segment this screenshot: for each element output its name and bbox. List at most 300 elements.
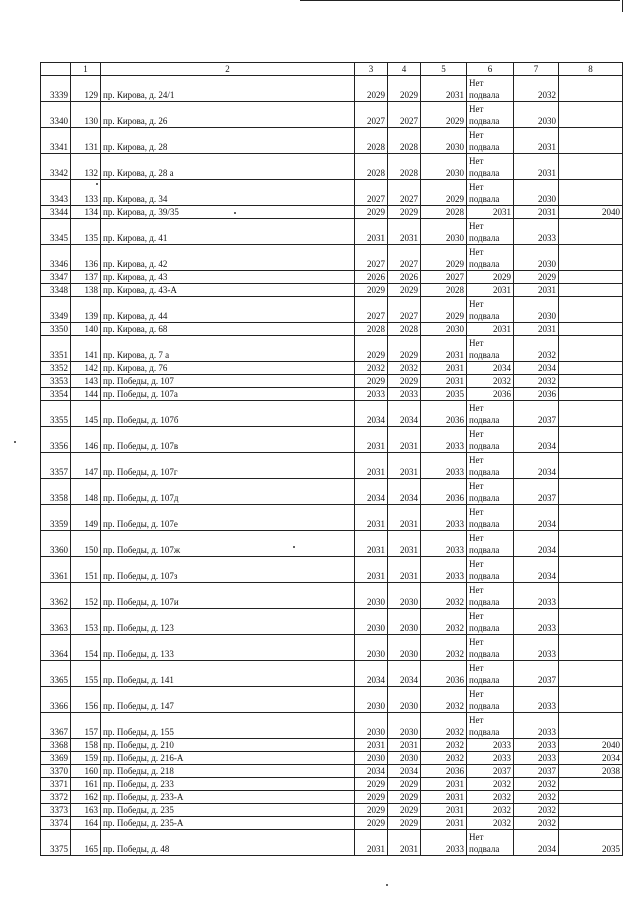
- table-cell: 2033: [388, 388, 421, 401]
- table-cell: 2033: [355, 388, 388, 401]
- table-cell: пр. Победы, д. 155: [101, 713, 355, 739]
- table-cell: пр. Победы, д. 107ж: [101, 531, 355, 557]
- table-row: [41, 609, 623, 635]
- table-cell: Нет подвала: [467, 505, 514, 531]
- table-cell: 2029: [355, 206, 388, 219]
- table-cell: 2030: [421, 219, 467, 245]
- table-cell: 2031: [421, 76, 467, 102]
- table-cell: 2030: [421, 128, 467, 154]
- table-cell: 2036: [467, 388, 514, 401]
- table-cell: [559, 102, 623, 128]
- table-cell: Нет подвала: [467, 453, 514, 479]
- table-cell: 136: [71, 245, 101, 271]
- table-cell: 2031: [514, 206, 559, 219]
- table-cell: [559, 804, 623, 817]
- table-cell: 2033: [514, 219, 559, 245]
- table-cell: 3353: [41, 375, 71, 388]
- table-cell: Нет подвала: [467, 687, 514, 713]
- table-cell: 2031: [355, 739, 388, 752]
- table-cell: пр. Победы, д. 107д: [101, 479, 355, 505]
- table-cell: пр. Победы, д. 235-А: [101, 817, 355, 830]
- table-row: [41, 635, 623, 661]
- table-cell: [559, 713, 623, 739]
- table-row: [41, 791, 623, 804]
- table-cell: пр. Кирова, д. 68: [101, 323, 355, 336]
- table-cell: [559, 128, 623, 154]
- table-cell: 142: [71, 362, 101, 375]
- table-cell: [559, 284, 623, 297]
- table-cell: 133: [71, 180, 101, 206]
- table-cell: 3343: [41, 180, 71, 206]
- table-cell: 3350: [41, 323, 71, 336]
- table-cell: 2029: [355, 375, 388, 388]
- table-cell: 2029: [355, 284, 388, 297]
- table-cell: 2033: [514, 635, 559, 661]
- table-cell: 134: [71, 206, 101, 219]
- table-cell: 2030: [388, 687, 421, 713]
- table-cell: 2033: [467, 739, 514, 752]
- table-cell: 2031: [388, 739, 421, 752]
- table-row: [41, 323, 623, 336]
- table-cell: Нет подвала: [467, 128, 514, 154]
- table-row: [41, 401, 623, 427]
- table-cell: Нет подвала: [467, 219, 514, 245]
- table-cell: 2031: [355, 427, 388, 453]
- table-cell: 3367: [41, 713, 71, 739]
- table-cell: 3370: [41, 765, 71, 778]
- table-cell: пр. Победы, д. 48: [101, 830, 355, 856]
- table-cell: 2031: [388, 531, 421, 557]
- table-cell: [559, 687, 623, 713]
- table-cell: 2032: [514, 336, 559, 362]
- table-cell: [559, 388, 623, 401]
- table-cell: 2028: [388, 128, 421, 154]
- table-row: [41, 687, 623, 713]
- header-cell: 7: [514, 63, 559, 76]
- table-cell: 3363: [41, 609, 71, 635]
- table-cell: [559, 401, 623, 427]
- table-cell: 154: [71, 635, 101, 661]
- table-cell: пр. Кирова, д. 26: [101, 102, 355, 128]
- table-cell: 2029: [355, 778, 388, 791]
- table-cell: 2029: [467, 271, 514, 284]
- table-cell: 2030: [388, 609, 421, 635]
- table-cell: 2030: [514, 102, 559, 128]
- table-cell: пр. Кирова, д. 39/35: [101, 206, 355, 219]
- table-cell: 2030: [388, 583, 421, 609]
- table-cell: 2032: [421, 752, 467, 765]
- table-cell: 2029: [388, 804, 421, 817]
- table-cell: 2034: [467, 362, 514, 375]
- table-cell: 2029: [388, 76, 421, 102]
- table-cell: 2032: [421, 687, 467, 713]
- header-row: [41, 63, 623, 76]
- table-cell: 165: [71, 830, 101, 856]
- table-cell: 3365: [41, 661, 71, 687]
- table-cell: 2034: [514, 453, 559, 479]
- table-cell: пр. Победы, д. 107и: [101, 583, 355, 609]
- table-cell: 3356: [41, 427, 71, 453]
- table-row: [41, 765, 623, 778]
- table-cell: [559, 427, 623, 453]
- table-cell: 2031: [355, 505, 388, 531]
- table-cell: 3347: [41, 271, 71, 284]
- table-cell: 2029: [514, 271, 559, 284]
- table-cell: 2030: [421, 154, 467, 180]
- table-cell: 2034: [514, 505, 559, 531]
- table-cell: 2028: [421, 284, 467, 297]
- table-cell: пр. Кирова, д. 28: [101, 128, 355, 154]
- table-cell: 132: [71, 154, 101, 180]
- table-cell: 2035: [421, 388, 467, 401]
- table-cell: пр. Кирова, д. 24/1: [101, 76, 355, 102]
- table-cell: 144: [71, 388, 101, 401]
- table-cell: 147: [71, 453, 101, 479]
- table-cell: Нет подвала: [467, 336, 514, 362]
- table-cell: [559, 375, 623, 388]
- table-row: [41, 557, 623, 583]
- table-cell: 2032: [514, 817, 559, 830]
- table-row: [41, 245, 623, 271]
- table-cell: 3344: [41, 206, 71, 219]
- table-cell: 158: [71, 739, 101, 752]
- table-cell: Нет подвала: [467, 180, 514, 206]
- table-cell: 2032: [514, 76, 559, 102]
- top-rule: [300, 0, 620, 1]
- table-row: [41, 271, 623, 284]
- table-cell: 2031: [355, 219, 388, 245]
- table-cell: 2029: [355, 804, 388, 817]
- table-cell: 2031: [421, 362, 467, 375]
- header-cell: 1: [71, 63, 101, 76]
- table-cell: 2028: [388, 323, 421, 336]
- table-cell: 131: [71, 128, 101, 154]
- table-cell: 2032: [467, 804, 514, 817]
- table-cell: пр. Победы, д. 123: [101, 609, 355, 635]
- table-cell: 2031: [467, 284, 514, 297]
- table-cell: 3339: [41, 76, 71, 102]
- table-cell: 2032: [514, 791, 559, 804]
- table-cell: 2031: [514, 128, 559, 154]
- table-cell: 2034: [514, 557, 559, 583]
- table-cell: 2029: [355, 817, 388, 830]
- table-body: [41, 76, 623, 856]
- table-cell: 3341: [41, 128, 71, 154]
- table-cell: 3354: [41, 388, 71, 401]
- table-cell: 3348: [41, 284, 71, 297]
- table-cell: пр. Кирова, д. 43: [101, 271, 355, 284]
- table-cell: 3357: [41, 453, 71, 479]
- table-cell: 2030: [355, 583, 388, 609]
- table-cell: 2034: [388, 661, 421, 687]
- table-cell: Нет подвала: [467, 531, 514, 557]
- table-cell: 149: [71, 505, 101, 531]
- table-cell: 2027: [388, 245, 421, 271]
- table-cell: 164: [71, 817, 101, 830]
- table-cell: 162: [71, 791, 101, 804]
- table-row: [41, 362, 623, 375]
- table-cell: 2033: [514, 713, 559, 739]
- table-row: [41, 505, 623, 531]
- table-cell: 2032: [355, 362, 388, 375]
- table-cell: 2027: [355, 245, 388, 271]
- table-cell: 159: [71, 752, 101, 765]
- table-cell: 2031: [388, 219, 421, 245]
- table-row: [41, 388, 623, 401]
- table-cell: пр. Победы, д. 218: [101, 765, 355, 778]
- table-cell: 2033: [421, 830, 467, 856]
- table-cell: пр. Кирова, д. 28 а: [101, 154, 355, 180]
- table-cell: 2032: [421, 739, 467, 752]
- table-cell: 2026: [388, 271, 421, 284]
- table-cell: 2031: [467, 323, 514, 336]
- table-cell: 3374: [41, 817, 71, 830]
- scan-speck: [293, 546, 295, 548]
- table-cell: 2034: [355, 661, 388, 687]
- table-cell: Нет подвала: [467, 609, 514, 635]
- table-cell: Нет подвала: [467, 661, 514, 687]
- table-cell: 3346: [41, 245, 71, 271]
- table-cell: 2036: [421, 479, 467, 505]
- table-cell: 141: [71, 336, 101, 362]
- table-cell: 2033: [421, 453, 467, 479]
- table-cell: 2030: [514, 245, 559, 271]
- table-cell: [559, 479, 623, 505]
- table-row: [41, 427, 623, 453]
- table-cell: 2030: [355, 635, 388, 661]
- table-row: [41, 713, 623, 739]
- table-cell: [559, 778, 623, 791]
- table-cell: [559, 557, 623, 583]
- table-row: [41, 739, 623, 752]
- table-cell: 2030: [355, 687, 388, 713]
- table-cell: 2027: [355, 102, 388, 128]
- table-row: [41, 102, 623, 128]
- table-cell: 2034: [355, 401, 388, 427]
- table-cell: 2032: [514, 804, 559, 817]
- table-row: [41, 284, 623, 297]
- table-row: [41, 453, 623, 479]
- table-cell: 2037: [514, 401, 559, 427]
- table-cell: 2032: [514, 375, 559, 388]
- header-cell: 6: [467, 63, 514, 76]
- table-cell: 2028: [355, 323, 388, 336]
- table-row: [41, 297, 623, 323]
- table-cell: 129: [71, 76, 101, 102]
- table-cell: [559, 362, 623, 375]
- table-cell: 2029: [421, 102, 467, 128]
- table-cell: [559, 583, 623, 609]
- table-cell: пр. Победы, д. 107б: [101, 401, 355, 427]
- table-cell: 2030: [388, 635, 421, 661]
- table-cell: 145: [71, 401, 101, 427]
- table-cell: 2033: [514, 752, 559, 765]
- table-cell: [559, 154, 623, 180]
- table-cell: Нет подвала: [467, 583, 514, 609]
- table-cell: 2028: [421, 206, 467, 219]
- table-cell: 2033: [467, 752, 514, 765]
- table-cell: 2029: [388, 206, 421, 219]
- table-cell: 2037: [514, 765, 559, 778]
- table-cell: 2036: [421, 661, 467, 687]
- table-row: [41, 479, 623, 505]
- table-cell: 150: [71, 531, 101, 557]
- table-cell: [559, 219, 623, 245]
- table-cell: 2028: [355, 128, 388, 154]
- table-cell: 137: [71, 271, 101, 284]
- table-cell: 161: [71, 778, 101, 791]
- table-row: [41, 830, 623, 856]
- header-cell: 5: [421, 63, 467, 76]
- table-row: [41, 778, 623, 791]
- table-cell: 2027: [388, 297, 421, 323]
- table-cell: 2029: [355, 791, 388, 804]
- table-cell: 2030: [514, 180, 559, 206]
- table-cell: 2033: [421, 531, 467, 557]
- table-cell: 130: [71, 102, 101, 128]
- header-cell: 3: [355, 63, 388, 76]
- table-cell: 2031: [421, 375, 467, 388]
- table-cell: пр. Победы, д. 235: [101, 804, 355, 817]
- table-cell: 2027: [388, 102, 421, 128]
- table-cell: 2032: [467, 375, 514, 388]
- table-cell: Нет подвала: [467, 635, 514, 661]
- table-cell: 2033: [514, 609, 559, 635]
- table-cell: 2029: [355, 76, 388, 102]
- table-cell: пр. Кирова, д. 76: [101, 362, 355, 375]
- table-cell: 2031: [388, 505, 421, 531]
- header-cell: 4: [388, 63, 421, 76]
- table-cell: [559, 323, 623, 336]
- table-cell: пр. Победы, д. 107е: [101, 505, 355, 531]
- table-cell: 2031: [355, 531, 388, 557]
- table-cell: 2032: [421, 635, 467, 661]
- table-cell: 2027: [421, 271, 467, 284]
- table-cell: 3355: [41, 401, 71, 427]
- table-cell: [559, 661, 623, 687]
- table-cell: Нет подвала: [467, 245, 514, 271]
- table-cell: 2030: [355, 609, 388, 635]
- table-cell: 2033: [421, 557, 467, 583]
- table-cell: 3369: [41, 752, 71, 765]
- table-cell: 3372: [41, 791, 71, 804]
- table-cell: 2026: [355, 271, 388, 284]
- table-cell: 2031: [355, 557, 388, 583]
- table-cell: 2031: [388, 830, 421, 856]
- table-cell: 2031: [467, 206, 514, 219]
- table-row: [41, 128, 623, 154]
- table-cell: 2036: [421, 401, 467, 427]
- table-cell: 2034: [514, 830, 559, 856]
- table-row: [41, 531, 623, 557]
- table-cell: 2034: [559, 752, 623, 765]
- table-cell: 2028: [355, 154, 388, 180]
- scan-speck: [234, 212, 236, 214]
- table-cell: 2029: [388, 336, 421, 362]
- table-row: [41, 583, 623, 609]
- header-cell: [41, 63, 71, 76]
- table-cell: 2031: [388, 453, 421, 479]
- table-cell: пр. Победы, д. 210: [101, 739, 355, 752]
- table-cell: 156: [71, 687, 101, 713]
- table-cell: 2029: [421, 297, 467, 323]
- table-cell: 152: [71, 583, 101, 609]
- table-cell: пр. Победы, д. 233: [101, 778, 355, 791]
- table-cell: 2034: [388, 765, 421, 778]
- table-cell: [559, 453, 623, 479]
- header-cell: 2: [101, 63, 355, 76]
- table-cell: 157: [71, 713, 101, 739]
- table-cell: пр. Победы, д. 141: [101, 661, 355, 687]
- table-cell: 2029: [388, 778, 421, 791]
- table-cell: 135: [71, 219, 101, 245]
- table-cell: 3361: [41, 557, 71, 583]
- table-row: [41, 154, 623, 180]
- table-cell: 3371: [41, 778, 71, 791]
- table-cell: Нет подвала: [467, 557, 514, 583]
- table-cell: Нет подвала: [467, 76, 514, 102]
- table-cell: пр. Кирова, д. 44: [101, 297, 355, 323]
- table-cell: 2037: [514, 661, 559, 687]
- table-cell: 2027: [355, 297, 388, 323]
- table-cell: 2038: [559, 765, 623, 778]
- table-cell: 2031: [421, 817, 467, 830]
- table-cell: 2031: [388, 427, 421, 453]
- table-row: [41, 752, 623, 765]
- table-cell: Нет подвала: [467, 830, 514, 856]
- table-cell: 2033: [421, 427, 467, 453]
- table-cell: Нет подвала: [467, 154, 514, 180]
- table-cell: 2031: [355, 453, 388, 479]
- table-cell: 2033: [514, 739, 559, 752]
- table-cell: 3362: [41, 583, 71, 609]
- table-cell: 3368: [41, 739, 71, 752]
- table-cell: 2036: [421, 765, 467, 778]
- table-cell: 3359: [41, 505, 71, 531]
- table-cell: 2030: [421, 323, 467, 336]
- table-cell: 2031: [514, 154, 559, 180]
- table-cell: 3345: [41, 219, 71, 245]
- table-cell: 2030: [355, 752, 388, 765]
- table-cell: 2029: [388, 791, 421, 804]
- table-cell: 3349: [41, 297, 71, 323]
- table-row: [41, 219, 623, 245]
- table-cell: [559, 245, 623, 271]
- table-cell: 2029: [388, 284, 421, 297]
- table-cell: 3340: [41, 102, 71, 128]
- scan-speck: [14, 441, 16, 443]
- table-cell: 2034: [388, 479, 421, 505]
- table-cell: 2030: [355, 713, 388, 739]
- table-cell: Нет подвала: [467, 102, 514, 128]
- table-cell: 2030: [388, 752, 421, 765]
- table-cell: 148: [71, 479, 101, 505]
- table-cell: [559, 505, 623, 531]
- table-cell: 139: [71, 297, 101, 323]
- table-cell: 3366: [41, 687, 71, 713]
- table-row: [41, 180, 623, 206]
- table-cell: [559, 76, 623, 102]
- table-cell: 2037: [467, 765, 514, 778]
- table-cell: 2040: [559, 206, 623, 219]
- table-cell: 2031: [514, 284, 559, 297]
- table-cell: 2029: [355, 336, 388, 362]
- table-cell: [559, 531, 623, 557]
- table-cell: 2037: [514, 479, 559, 505]
- table-cell: пр. Победы, д. 216-А: [101, 752, 355, 765]
- table-cell: 140: [71, 323, 101, 336]
- table-cell: 2034: [514, 427, 559, 453]
